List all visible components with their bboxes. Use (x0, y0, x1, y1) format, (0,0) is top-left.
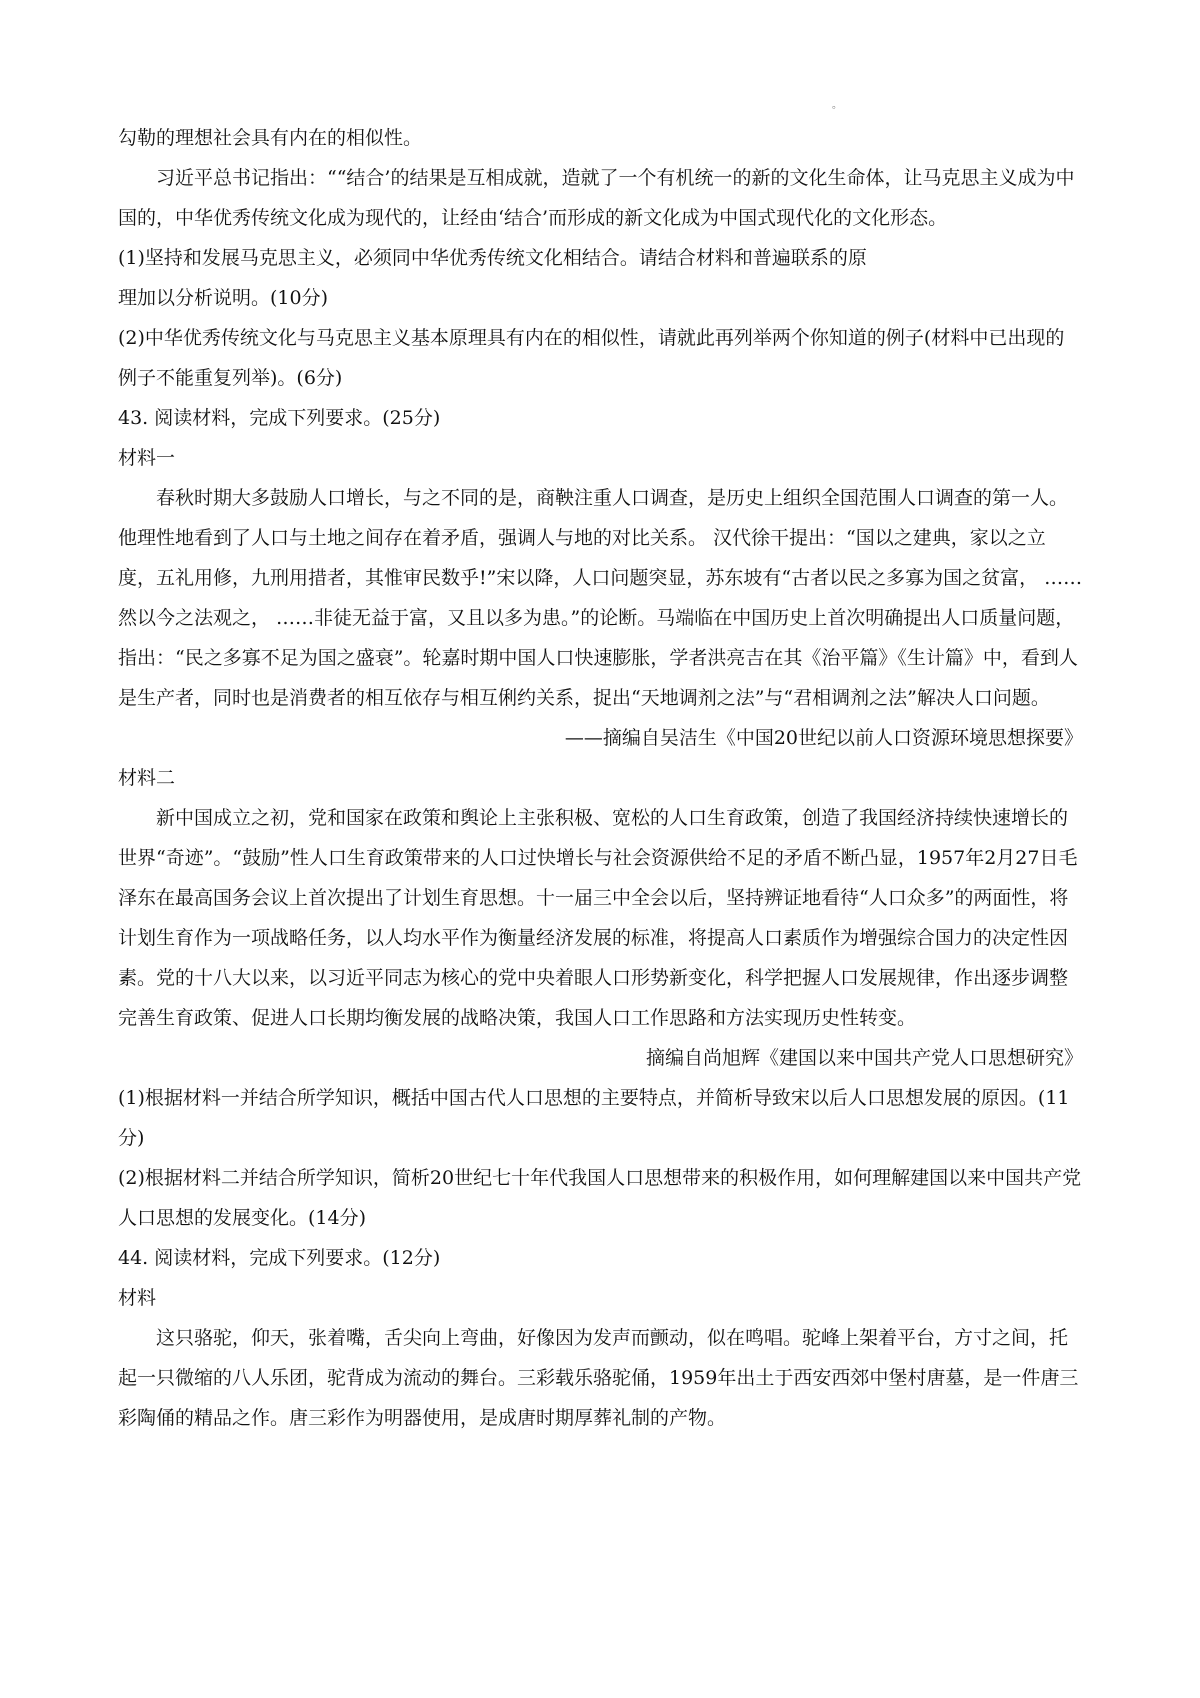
xi-quote-paragraph: 习近平总书记指出：““结合’的结果是互相成就，造就了一个有机统一的新的文化生命体，让马克思主义成为中国的，中华优秀传统文化成为现代的，让经由‘结合’而形成的新文化成为中国式现代化的文化形态。 (118, 167, 1075, 229)
intro-tail-text: 勾勒的理想社会具有内在的相似性。 (118, 127, 423, 149)
q43-material1-source: ——摘编自吴洁生《中国20世纪以前人口资源环境思想探要》 (564, 727, 1083, 749)
q44-material-label: 材料 (118, 1287, 157, 1309)
page-mark: 。 (832, 100, 842, 111)
q43-material2-label: 材料二 (118, 767, 176, 789)
q44-material-text: 这只骆驼，仰天，张着嘴，舌尖向上弯曲，好像因为发声而颤动，似在鸣唱。驼峰上架着平台，方寸之间，托起一只微缩的八人乐团，驼背成为流动的舞台。三彩载乐骆驼俑，1959年出土于西安西郊中堡村唐墓，是一件唐三彩陶俑的精品之作。唐三彩作为明器使用，是成唐时期厚葬礼制的产物。 (118, 1327, 1079, 1429)
q42-sub1-line2: 理加以分析说明。(10分) (118, 287, 329, 309)
q43-sub2: (2)根据材料二并结合所学知识，简析20世纪七十年代我国人口思想带来的积极作用，如何理解建国以来中国共产党人口思想的发展变化。(14分) (118, 1167, 1082, 1229)
q44-header: 44. 阅读材料，完成下列要求。(12分) (118, 1247, 441, 1269)
q43-sub1: (1)根据材料一并结合所学知识，概括中国古代人口思想的主要特点，并简析导致宋以后人口思想发展的原因。(11分) (118, 1087, 1070, 1149)
q43-material1-label: 材料一 (118, 447, 176, 469)
q42-sub2: (2)中华优秀传统文化与马克思主义基本原理具有内在的相似性，请就此再列举两个你知道的例子(材料中已出现的例子不能重复列举)。(6分) (118, 327, 1065, 389)
q43-header: 43. 阅读材料，完成下列要求。(25分) (118, 407, 441, 429)
q42-sub1-line1: (1)坚持和发展马克思主义，必须同中华优秀传统文化相结合。请结合材料和普遍联系的原 (118, 247, 867, 269)
q43-material2-text: 新中国成立之初，党和国家在政策和舆论上主张积极、宽松的人口生育政策，创造了我国经济持续快速增长的世界“奇迹”。“鼓励”性人口生育政策带来的人口过快增长与社会资源供给不足的矛盾不断凸显，1957年2月27日毛泽东在最高国务会议上首次提出了计划生育思想。十一届三中全会以后，坚持辨证地看待“人口众多”的两面性，将计划生育作为一项战略任务，以人均水平作为衡量经济发展的标准，将提高人口素质作为增强综合国力的决定性因素。党的十八大以来，以习近平同志为核心的党中央着眼人口形势新变化，科学把握人口发展规律，作出逐步调整完善生育政策、促进人口长期均衡发展的战略决策，我国人口工作思路和方法实现历史性转变。 (118, 807, 1078, 1029)
page-content (118, 118, 1083, 1438)
q43-material2-source: 摘编自尚旭辉《建国以来中国共产党人口思想研究》 (645, 1047, 1083, 1069)
q43-material1-text: 春秋时期大多鼓励人口增长，与之不同的是，商鞅注重人口调查，是历史上组织全国范围人口调查的第一人。他理性地看到了人口与土地之间存在着矛盾，强调人与地的对比关系。 汉代徐干提出：“国以之建典，家以之立度，五礼用修，九刑用措者，其惟审民数乎!”宋以降，人口问题突显，苏东坡有“古者以民之多寡为国之贫富， ……然以今之法观之， ……非徒无益于富，又且以多为患。”的论断。马端临在中国历史上首次明确提出人口质量问题，指出：“民之多寡不足为国之盛衰”。轮嘉时期中国人口快速膨胀，学者洪亮吉在其《治平篇》《生计篇》中，看到人是生产者，同时也是消费者的相互依存与相互俐约关系，捉出“天地调剂之法”与“君相调剂之法”解决人口问题。 (118, 487, 1083, 709)
